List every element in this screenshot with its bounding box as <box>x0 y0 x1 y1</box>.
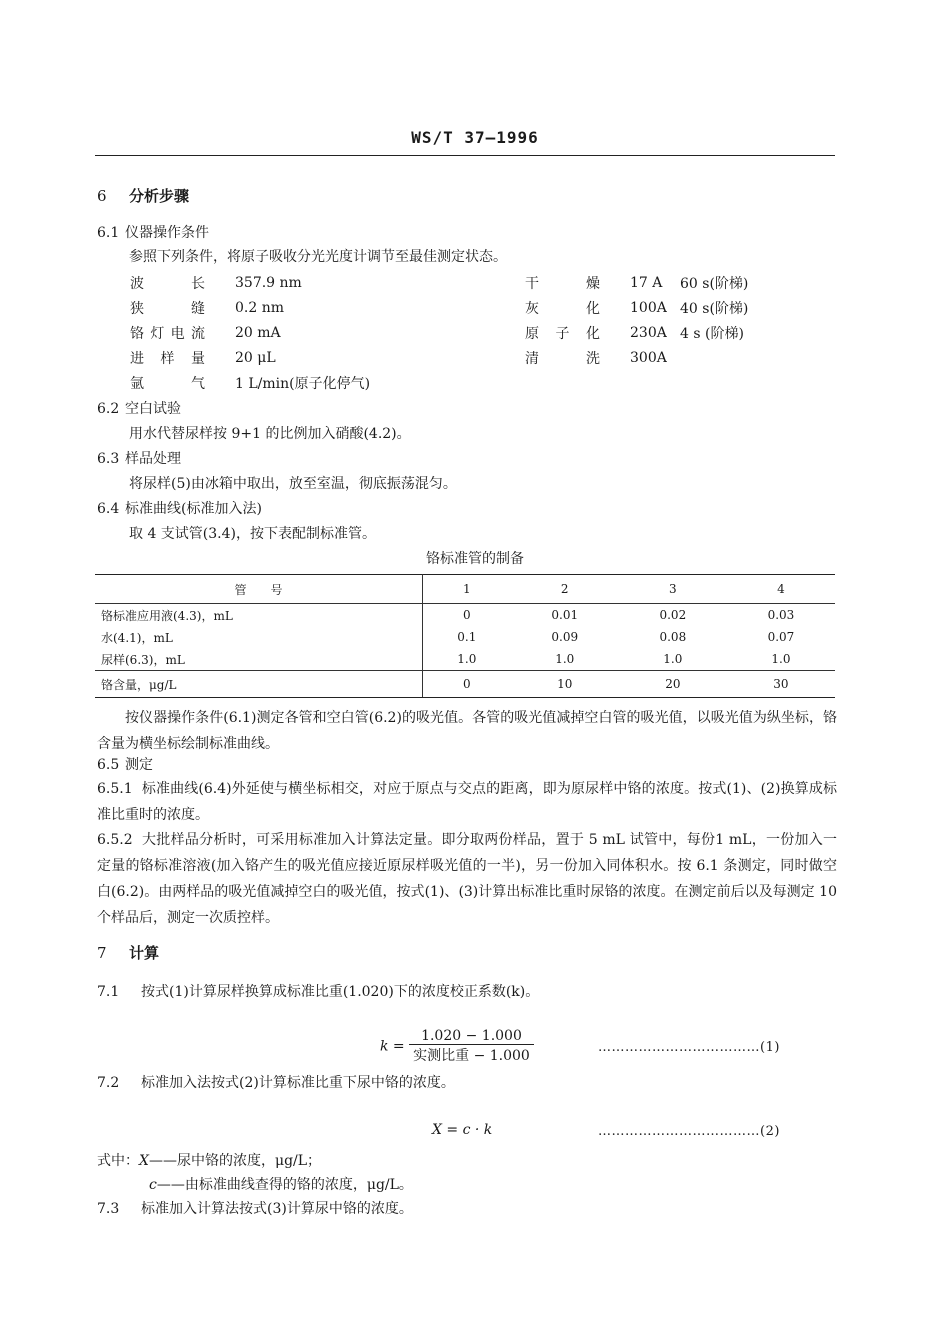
equation-fraction <box>409 1028 534 1065</box>
section-6-2-text: 用水代替尿样按 9+1 的比例加入硝酸(4.2)。 <box>129 426 411 442</box>
section-6-1-heading <box>97 223 209 243</box>
table-total-row <box>95 671 835 698</box>
cell: 20 <box>619 671 727 698</box>
condition-row <box>130 370 748 395</box>
section-6-5-2 <box>97 827 837 931</box>
cell: 0 <box>463 608 471 622</box>
fraction-numerator: 1.020 − 1.000 <box>409 1028 534 1045</box>
section-number: 6.5.2 <box>97 832 133 848</box>
cell: 0.07 <box>767 630 795 644</box>
section-text: 标准加入计算法按式(3)计算尿中铬的浓度。 <box>141 1201 413 1217</box>
row-label: 铬标准应用液(4.3)，mL <box>95 604 423 627</box>
row-label: 尿样(6.3)，mL <box>95 648 423 671</box>
equation-1 <box>380 1028 534 1065</box>
table-row <box>95 626 835 648</box>
table-row <box>95 604 835 627</box>
section-text: 大批样品分析时，可采用标准加入计算法定量。即分取两份样品，置于 5 mL 试管中，每份1 mL，一份加入一定量的铬标准溶液(加入铬产生的吸光值应接近原尿样吸光值的一半)，另一份加入同体积水。按 6.1 条测定，同时做空白(6.2)。由两样品的吸光值减掉空白的吸光值，按式(1)、(3)计算出标准比重时尿铬的浓度。在测定前后以及每测定 10 个样品后，测定一次质控样。 <box>97 832 837 926</box>
section-7-3 <box>97 1199 413 1219</box>
condition-label: 原子化 <box>525 325 600 342</box>
cell: 0.09 <box>551 630 579 644</box>
dot-leader: ……………………………… <box>598 1124 760 1139</box>
condition-label: 铬灯电流 <box>130 325 205 342</box>
header-rule <box>95 155 835 156</box>
cell: 30 <box>727 671 835 698</box>
equation-1-leader <box>598 1040 780 1055</box>
section-title: 测定 <box>125 757 153 773</box>
section-6-heading <box>97 186 189 206</box>
condition-row <box>130 320 748 345</box>
condition-value: 357.9 nm <box>235 274 302 291</box>
cell: 0.08 <box>659 630 687 644</box>
section-text: 标准曲线(6.4)外延使与横坐标相交，对应于原点与交点的距离，即为原尿样中铬的浓度。按式(1)、(2)换算成标准比重时的浓度。 <box>97 781 837 823</box>
symbol-desc: ——尿中铬的浓度，μg/L； <box>148 1153 322 1169</box>
section-title: 分析步骤 <box>129 187 190 205</box>
cell: 1.0 <box>457 652 477 666</box>
section-6-5-heading <box>97 755 153 775</box>
section-number: 6.5.1 <box>97 781 133 797</box>
condition-label: 干燥 <box>525 275 600 292</box>
equation-number: (2) <box>760 1124 780 1139</box>
condition-time: 4 s (阶梯) <box>680 325 744 342</box>
table-row <box>95 648 835 671</box>
row-label: 水(4.1)，mL <box>95 626 423 648</box>
section-number: 6 <box>97 187 107 205</box>
section-7-heading <box>97 943 159 963</box>
section-7-2 <box>97 1073 455 1093</box>
paragraph-after-table: 按仪器操作条件(6.1)测定各管和空白管(6.2)的吸光值。各管的吸光值减掉空白管的吸光值，以吸光值为纵坐标，铬含量为横坐标绘制标准曲线。 <box>97 710 837 752</box>
table-col-header: 2 <box>511 575 619 604</box>
condition-row <box>130 295 748 320</box>
section-number: 6.3 <box>97 451 120 467</box>
equation-2: X = c · k <box>432 1122 493 1138</box>
fraction-denominator: 实测比重 − 1.000 <box>413 1048 530 1064</box>
section-title: 仪器操作条件 <box>125 225 209 241</box>
instrument-conditions <box>130 270 748 395</box>
condition-value: 300A <box>630 349 667 366</box>
table-header-label: 管 号 <box>95 575 423 604</box>
condition-value: 230A <box>630 324 667 341</box>
condition-value: 1 L/min(原子化停气) <box>235 375 371 392</box>
condition-time: 40 s(阶梯) <box>680 300 749 317</box>
condition-value: 100A <box>630 299 667 316</box>
cell: 10 <box>511 671 619 698</box>
section-title: 样品处理 <box>125 451 181 467</box>
section-number: 7.2 <box>97 1075 120 1091</box>
section-title: 计算 <box>129 944 160 962</box>
section-6-5-1 <box>97 776 837 828</box>
section-number: 6.4 <box>97 501 120 517</box>
condition-row <box>130 270 748 295</box>
symbol: c <box>149 1177 157 1193</box>
section-number: 7 <box>97 944 107 962</box>
section-text: 标准加入法按式(2)计算标准比重下尿中铬的浓度。 <box>141 1075 455 1091</box>
section-number: 6.1 <box>97 225 120 241</box>
section-title: 标准曲线(标准加入法) <box>125 501 262 517</box>
condition-label: 灰化 <box>525 300 600 317</box>
symbol: X <box>139 1153 149 1169</box>
condition-value: 20 μL <box>235 349 276 366</box>
section-number: 7.3 <box>97 1201 120 1217</box>
section-6-4-heading <box>97 499 262 519</box>
section-number: 6.5 <box>97 757 120 773</box>
section-6-1-text: 参照下列条件，将原子吸收分光光度计调节至最佳测定状态。 <box>129 249 507 265</box>
section-6-2-heading <box>97 399 181 419</box>
table-col-header: 4 <box>727 575 835 604</box>
cell: 0.02 <box>659 608 687 622</box>
equation-number: (1) <box>760 1040 780 1055</box>
table-caption: 铬标准管的制备 <box>426 551 524 567</box>
section-title: 空白试验 <box>125 401 181 417</box>
cell: 0.1 <box>457 630 477 644</box>
section-6-3-text: 将尿样(5)由冰箱中取出，放至室温，彻底振荡混匀。 <box>129 476 457 492</box>
table-col-header: 3 <box>619 575 727 604</box>
table-header-row <box>95 575 835 604</box>
section-number: 6.2 <box>97 401 120 417</box>
cell: 1.0 <box>555 652 575 666</box>
cell: 0.03 <box>767 608 795 622</box>
condition-time <box>680 345 748 370</box>
condition-value: 0.2 nm <box>235 299 285 316</box>
cell: 1.0 <box>663 652 683 666</box>
section-6-4-text: 取 4 支试管(3.4)，按下表配制标准管。 <box>129 526 376 542</box>
row-label: 铬含量，μg/L <box>95 671 423 698</box>
where-line-2 <box>149 1175 413 1195</box>
table-col-header: 1 <box>423 575 511 604</box>
section-7-1 <box>97 982 539 1002</box>
standard-tube-table <box>95 574 835 698</box>
condition-row <box>130 345 748 370</box>
dot-leader: ……………………………… <box>598 1040 760 1055</box>
cell: 1.0 <box>771 652 791 666</box>
where-line-1 <box>97 1151 321 1171</box>
condition-value: 17 A <box>630 274 663 291</box>
where-prefix: 式中： <box>97 1153 139 1169</box>
condition-time: 60 s(阶梯) <box>680 275 749 292</box>
symbol-desc: ——由标准曲线查得的铬的浓度，μg/L。 <box>156 1177 413 1193</box>
condition-label: 进样量 <box>130 350 205 367</box>
condition-label: 波长 <box>130 275 205 292</box>
equation-lhs: k = <box>380 1038 405 1055</box>
section-6-3-heading <box>97 449 181 469</box>
condition-value: 20 mA <box>235 324 281 341</box>
condition-label: 清洗 <box>525 350 600 367</box>
section-number: 7.1 <box>97 984 120 1000</box>
cell: 0.01 <box>551 608 579 622</box>
standard-code-header: WS/T 37—1996 <box>411 128 539 147</box>
condition-label: 狭缝 <box>130 300 205 317</box>
section-text: 按式(1)计算尿样换算成标准比重(1.020)下的浓度校正系数(k)。 <box>141 984 540 1000</box>
equation-2-leader <box>598 1124 780 1139</box>
condition-label: 氩气 <box>130 375 205 392</box>
cell: 0 <box>423 671 511 698</box>
